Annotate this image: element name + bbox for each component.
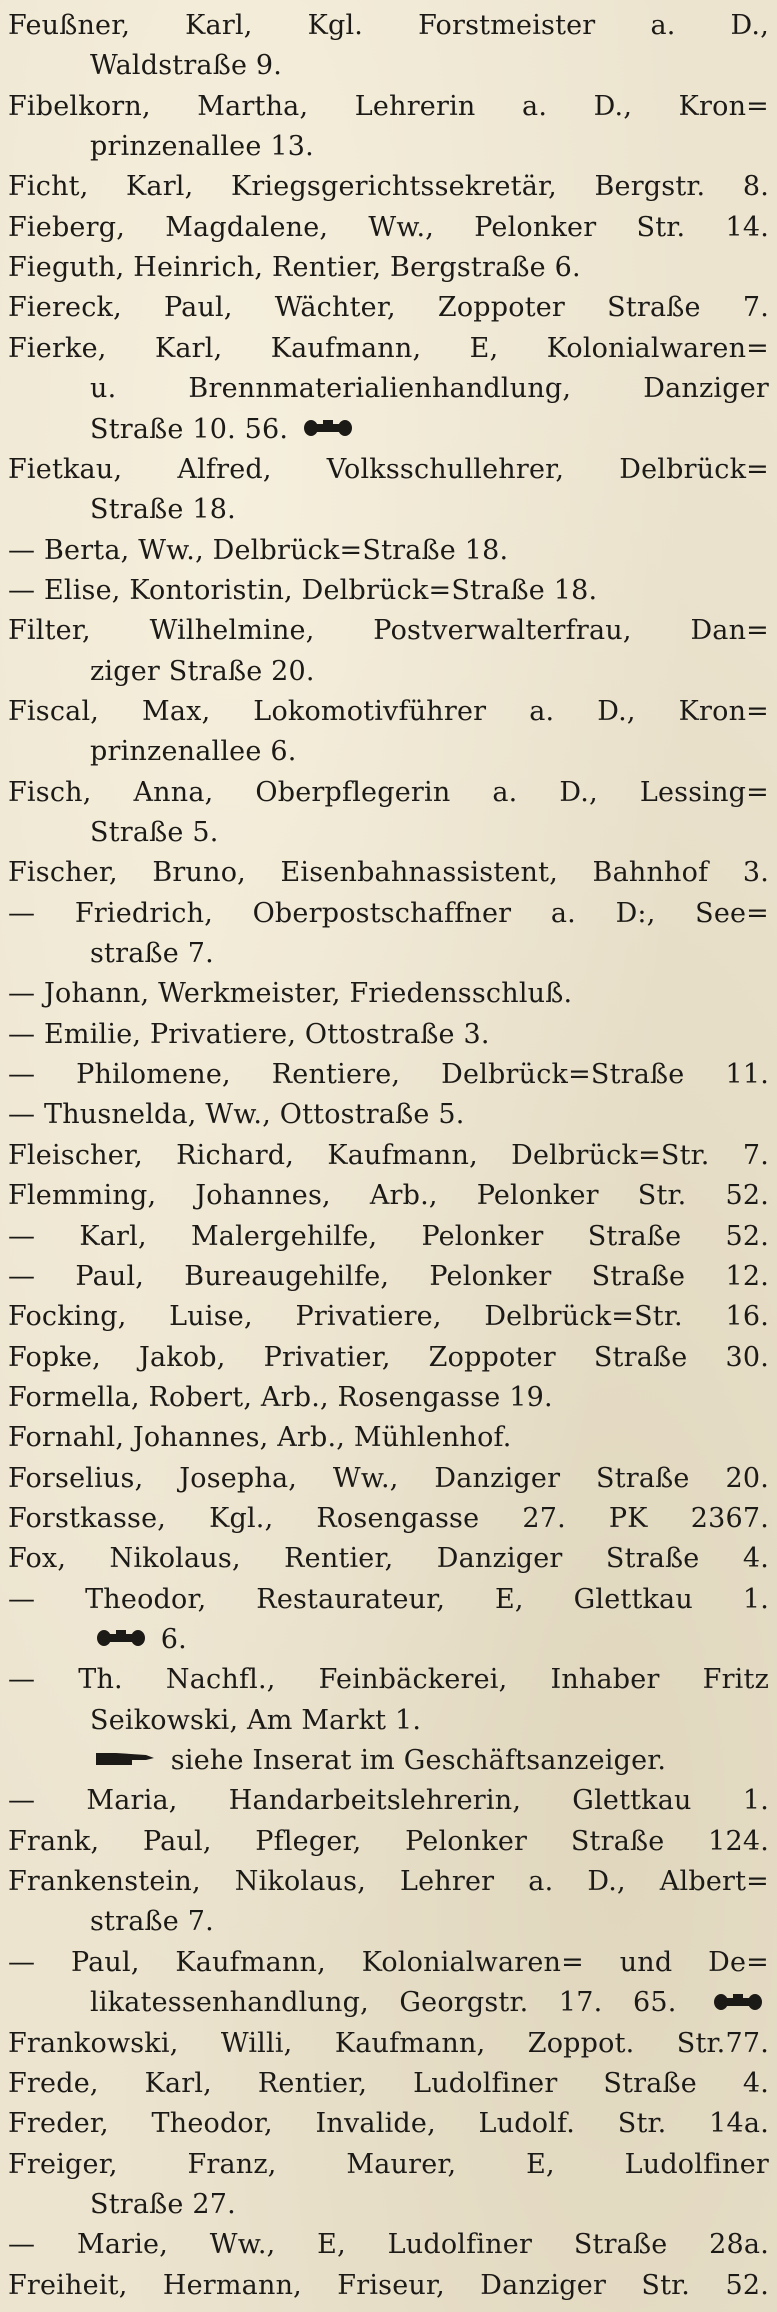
entry-line: — Paul, Kaufmann, Kolonialwaren= und De= xyxy=(8,1946,769,1978)
entry-line: — Elise, Kontoristin, Delbrück=Straße 18. xyxy=(8,574,598,606)
entry-line: Fleischer, Richard, Kaufmann, Delbrück=Str. 7. xyxy=(8,1139,769,1171)
entry-line: Fieberg, Magdalene, Ww., Pelonker Str. 14. xyxy=(8,211,769,243)
entry-line: straße 7. xyxy=(90,938,214,970)
pointing-hand-icon xyxy=(96,1741,156,1781)
entry-line: Flemming, Johannes, Arb., Pelonker Str. 52. xyxy=(8,1180,769,1212)
telephone-icon xyxy=(96,1620,146,1660)
entry-line: Fietkau, Alfred, Volksschullehrer, Delbrück= xyxy=(8,453,769,485)
entry-line: Fierke, Karl, Kaufmann, E, Kolonialwaren= xyxy=(8,332,769,364)
entry-line: Frank, Paul, Pfleger, Pelonker Straße 124. xyxy=(8,1825,769,1857)
entry-line: Freiheit, Hermann, Friseur, Danziger Str. 52. xyxy=(8,2269,769,2301)
entry-line: — Th. Nachfl., Feinbäckerei, Inhaber Fritz xyxy=(8,1664,769,1696)
entry-line: Ficht, Karl, Kriegsgerichtssekretär, Bergstr. 8. xyxy=(8,171,769,203)
entry-line: Straße 5. xyxy=(90,817,219,849)
entry-line: Straße 18. xyxy=(90,494,236,526)
entry-line: Fiereck, Paul, Wächter, Zoppoter Straße 7. xyxy=(8,292,769,324)
entry-line: Straße 27. xyxy=(90,2188,236,2220)
entry-line: Waldstraße 9. xyxy=(90,50,283,82)
entry-line: Focking, Luise, Privatiere, Delbrück=Str. 16. xyxy=(8,1301,769,1333)
telephone-icon xyxy=(713,1984,763,2024)
entry-line: — Berta, Ww., Delbrück=Straße 18. xyxy=(8,534,509,566)
entry-line: — Paul, Bureaugehilfe, Pelonker Straße 12. xyxy=(8,1260,769,1292)
entry-line: Freiger, Franz, Maurer, E, Ludolfiner xyxy=(8,2148,769,2180)
entry-line: Frankowski, Willi, Kaufmann, Zoppot. Str.77. xyxy=(8,2027,769,2059)
entry-text: likatessenhandlung, Georgstr. 17. 65. xyxy=(90,1987,677,2019)
entry-text: 6. xyxy=(160,1624,187,1656)
entry-line: Fox, Nikolaus, Rentier, Danziger Straße 4. xyxy=(8,1543,769,1575)
entry-line: Fiscal, Max, Lokomotivführer a. D., Kron= xyxy=(8,695,769,727)
entry-line: — Maria, Handarbeitslehrerin, Glettkau 1. xyxy=(8,1785,769,1817)
entry-line-with-phone xyxy=(90,1983,769,2023)
entry-line: — Thusnelda, Ww., Ottostraße 5. xyxy=(8,1099,465,1131)
entry-line: straße 7. xyxy=(90,1906,214,1938)
entry-line-with-phone xyxy=(90,410,769,450)
entry-line: Filter, Wilhelmine, Postverwalterfrau, Dan= xyxy=(8,615,769,647)
entry-line: Formella, Robert, Arb., Rosengasse 19. xyxy=(8,1381,553,1413)
entry-line: Fornahl, Johannes, Arb., Mühlenhof. xyxy=(8,1422,512,1454)
entry-line: Fieguth, Heinrich, Rentier, Bergstraße 6. xyxy=(8,252,581,284)
entry-line: Freder, Theodor, Invalide, Ludolf. Str. 14a. xyxy=(8,2108,769,2140)
entry-line-with-phone xyxy=(90,1620,769,1660)
entry-line: Frede, Karl, Rentier, Ludolfiner Straße 4. xyxy=(8,2067,769,2099)
entry-text: Straße 10. 56. xyxy=(90,413,289,445)
entry-text: siehe Inserat im Geschäftsanzeiger. xyxy=(170,1745,667,1777)
telephone-icon xyxy=(303,410,353,450)
entry-line: Fischer, Bruno, Eisenbahnassistent, Bahnhof 3. xyxy=(8,857,769,889)
entry-line: Fisch, Anna, Oberpflegerin a. D., Lessing= xyxy=(8,776,769,808)
entry-line: — Emilie, Privatiere, Ottostraße 3. xyxy=(8,1018,490,1050)
entry-line: Feußner, Karl, Kgl. Forstmeister a. D., xyxy=(8,10,769,41)
entry-line: u. Brennmaterialienhandlung, Danziger xyxy=(90,373,769,405)
entry-line-with-hand xyxy=(90,1741,769,1781)
entry-line: — Friedrich, Oberpostschaffner a. D:, See= xyxy=(8,897,769,929)
entry-line: prinzenallee 13. xyxy=(90,131,314,163)
entry-line: — Johann, Werkmeister, Friedensschluß. xyxy=(8,978,573,1010)
entry-line: — Karl, Malergehilfe, Pelonker Straße 52. xyxy=(8,1220,769,1252)
entry-line: Fibelkorn, Martha, Lehrerin a. D., Kron= xyxy=(8,90,769,122)
entry-line: Frankenstein, Nikolaus, Lehrer a. D., Albert= xyxy=(8,1866,769,1898)
entry-line: — Theodor, Restaurateur, E, Glettkau 1. xyxy=(8,1583,769,1615)
entry-line: Seikowski, Am Markt 1. xyxy=(90,1704,422,1736)
entry-line: Forstkasse, Kgl., Rosengasse 27. PK 2367. xyxy=(8,1502,769,1534)
entry-line: — Philomene, Rentiere, Delbrück=Straße 11. xyxy=(8,1059,769,1091)
entry-line: Fopke, Jakob, Privatier, Zoppoter Straße 30. xyxy=(8,1341,769,1373)
entry-line: — Marie, Ww., E, Ludolfiner Straße 28a. xyxy=(8,2229,769,2261)
entry-line: prinzenallee 6. xyxy=(90,736,297,768)
entry-line: Forselius, Josepha, Ww., Danziger Straße 20. xyxy=(8,1462,769,1494)
entry-line: ziger Straße 20. xyxy=(90,655,315,687)
